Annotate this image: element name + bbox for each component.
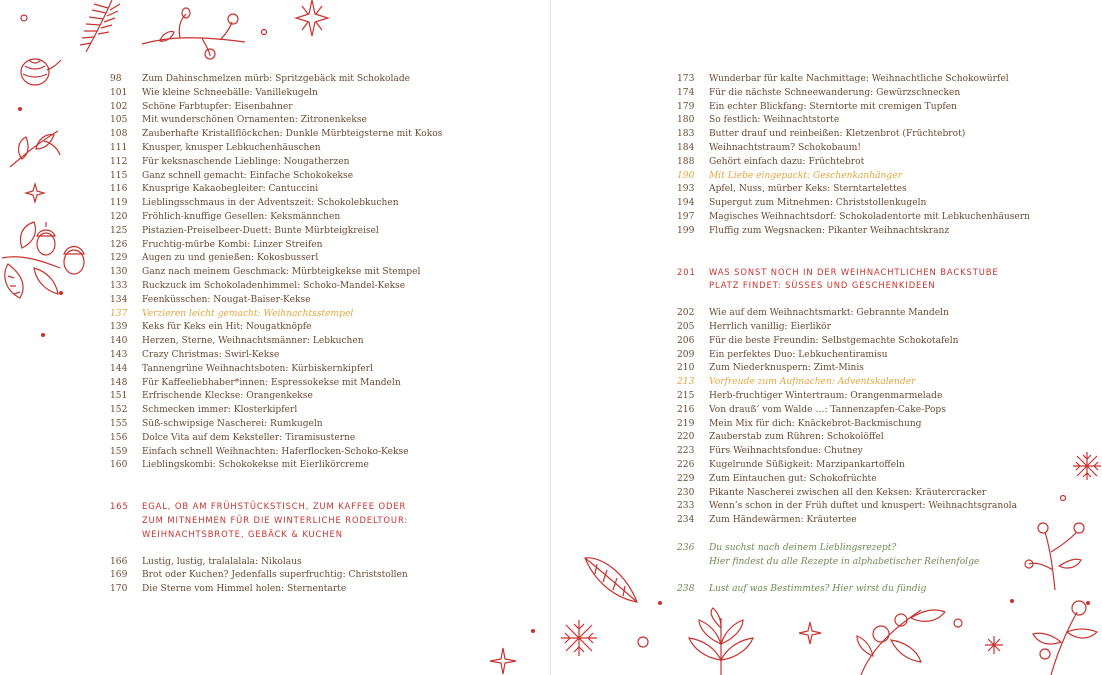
- toc-entry: [110, 363, 530, 377]
- entry-page-number: 151: [110, 391, 128, 402]
- toc-entry: [677, 418, 1097, 432]
- entry-title: Süß-schwipsige Nascherei: Rumkugeln: [142, 418, 323, 429]
- entry-page-number: 137: [110, 308, 128, 319]
- dot-icon: [20, 14, 28, 22]
- entry-page-number: 219: [677, 418, 695, 429]
- entry-title: Für Kaffeeliebhaber*innen: Espressokekse mit Mandeln: [142, 377, 401, 388]
- entry-page-number: 101: [110, 87, 128, 98]
- entry-page-number: 199: [677, 225, 695, 236]
- berry-branch-icon: [1031, 598, 1101, 675]
- entry-page-number: 238: [677, 583, 695, 594]
- toc-entry: [110, 183, 530, 197]
- entry-title: Augen zu und genießen: Kokosbusserl: [142, 253, 319, 264]
- entry-page-number: 220: [677, 432, 695, 443]
- snowflake-icon: [561, 620, 597, 656]
- entry-page-number: 233: [677, 501, 695, 512]
- entry-title: Ein perfektes Duo: Lebkuchentiramisu: [709, 349, 888, 360]
- entry-page-number: 188: [677, 156, 695, 167]
- entry-page-number: 116: [110, 184, 128, 195]
- toc-entry: [677, 349, 1097, 363]
- star-icon: [488, 648, 518, 674]
- entry-title: Keks für Keks ein Hit: Nougatknöpfe: [142, 322, 312, 333]
- toc-entry: [677, 445, 1097, 459]
- entry-title: Mit Liebe eingepackt: Geschenkanhänger: [709, 170, 902, 181]
- toc-entry: [677, 487, 1097, 501]
- entry-page-number: 170: [110, 584, 128, 595]
- toc-section-heading: [110, 500, 530, 541]
- toc-entry: [110, 239, 530, 253]
- toc-entry: [110, 459, 530, 473]
- toc-entry: [110, 404, 530, 418]
- entry-title: Einfach schnell Weihnachten: Haferflocken-Schoko-Kekse: [142, 446, 409, 457]
- toc-entry: [677, 101, 1097, 115]
- toc-entry: [110, 335, 530, 349]
- entry-title: Ganz nach meinem Geschmack: Mürbteigkekse mit Stempel: [142, 267, 421, 278]
- entry-page-number: 115: [110, 170, 128, 181]
- toc-entry: [110, 294, 530, 308]
- entry-title: Von drauß’ vom Walde …: Tannenzapfen-Cake-Pops: [709, 404, 946, 415]
- entry-page-number: 190: [677, 170, 695, 181]
- entry-page-number: 206: [677, 335, 695, 346]
- toc-entry: [677, 197, 1097, 211]
- section-title-line: EGAL, OB AM FRÜHSTÜCKSTISCH, ZUM KAFFEE ODER: [142, 501, 407, 512]
- entry-title: Zum Eintauchen gut: Schokofrüchte: [709, 473, 877, 484]
- toc-entry: [677, 114, 1097, 128]
- dot-icon: [40, 332, 46, 338]
- toc-entry: [677, 473, 1097, 487]
- entry-title: Herb-fruchtiger Wintertraum: Orangenmarmelade: [709, 390, 943, 401]
- section-title-line: PLATZ FINDET: SÜSSES UND GESCHENKIDEEN: [709, 280, 936, 291]
- entry-title: Magisches Weihnachtsdorf: Schokoladentorte mit Lebkuchenhäusern: [709, 211, 1030, 222]
- dot-icon: [1009, 598, 1015, 604]
- toc-entry: [677, 142, 1097, 156]
- entry-title: Fröhlich-knuffige Gesellen: Keksmännchen: [142, 211, 341, 222]
- toc-entry: [677, 514, 1097, 528]
- entry-page-number: 126: [110, 239, 128, 250]
- entry-page-number: 236: [677, 542, 695, 553]
- entry-title: Wie auf dem Weihnachtsmarkt: Gebrannte Mandeln: [709, 308, 949, 319]
- toc-entry: [110, 349, 530, 363]
- entry-title: Schmecken immer: Klosterkipferl: [142, 405, 298, 416]
- entry-title: Lieblingskombi: Schokokekse mit Eierlikörcreme: [142, 460, 369, 471]
- toc-entry: [677, 431, 1097, 445]
- entry-page-number: 230: [677, 487, 695, 498]
- entry-page-number: 140: [110, 336, 128, 347]
- toc-entry: [677, 87, 1097, 101]
- toc-entry: [110, 377, 530, 391]
- toc-entry: [110, 308, 530, 322]
- entry-page-number: 215: [677, 390, 695, 401]
- entry-page-number: 234: [677, 515, 695, 526]
- entry-page-number: 129: [110, 253, 128, 264]
- toc-entry: [110, 280, 530, 294]
- entry-title: Lieblingsschmaus in der Adventszeit: Schokolebkuchen: [142, 198, 399, 209]
- entry-page-number: 179: [677, 101, 695, 112]
- toc-left: [110, 73, 530, 597]
- entry-title: Fluffig zum Wegsnacken: Pikanter Weihnachtskranz: [709, 225, 950, 236]
- entry-page-number: 229: [677, 473, 695, 484]
- entry-title: Brot oder Kuchen? Jedenfalls superfruchtig: Christstollen: [142, 570, 408, 581]
- toc-entry: [110, 556, 530, 570]
- toc-entry: [110, 73, 530, 87]
- entry-page-number: 155: [110, 418, 128, 429]
- toc-entry: [677, 73, 1097, 87]
- entry-page-number: 112: [110, 156, 128, 167]
- toc-entry: [110, 252, 530, 266]
- toc-section-heading: [677, 266, 1097, 294]
- pine-branch-icon: [72, 0, 122, 55]
- entry-page-number: 194: [677, 198, 695, 209]
- toc-entry: [110, 432, 530, 446]
- entry-title: Zauberstab zum Rühren: Schokolöffel: [709, 432, 884, 443]
- entry-title: Apfel, Nuss, mürber Keks: Sterntartelettes: [709, 184, 907, 195]
- entry-page-number: 152: [110, 405, 128, 416]
- toc-entry: [110, 321, 530, 335]
- entry-page-number: 160: [110, 460, 128, 471]
- toc-entry: [677, 362, 1097, 376]
- entry-page-number: 197: [677, 211, 695, 222]
- dot-icon: [530, 628, 536, 634]
- toc-entry: [110, 197, 530, 211]
- entry-page-number: 144: [110, 363, 128, 374]
- entry-title: Du suchst nach deinem Lieblingsrezept?: [709, 542, 897, 553]
- entry-page-number: 169: [110, 570, 128, 581]
- toc-entry: [110, 142, 530, 156]
- entry-title: Tannengrüne Weihnachtsboten: Kürbiskernkipferl: [142, 363, 373, 374]
- toc-entry: [677, 459, 1097, 473]
- toc-entry: [110, 211, 530, 225]
- entry-title: Für die beste Freundin: Selbstgemachte Schokotafeln: [709, 335, 959, 346]
- toc-entry: [677, 404, 1097, 418]
- entry-page-number: 139: [110, 322, 128, 333]
- entry-title: Für keksnaschende Lieblinge: Nougatherzen: [142, 156, 350, 167]
- leaf-sprig-icon: [681, 608, 761, 675]
- section-title-line: ZUM MITNEHMEN FÜR DIE WINTERLICHE RODELTOUR:: [142, 514, 409, 525]
- dot-icon: [953, 618, 963, 628]
- entry-page-number: 202: [677, 308, 695, 319]
- toc-entry: [110, 390, 530, 404]
- toc-entry: [677, 128, 1097, 142]
- entry-title: Wie kleine Schneebälle: Vanillekugeln: [142, 87, 318, 98]
- entry-page-number: 184: [677, 142, 695, 153]
- entry-title: Zum Dahinschmelzen mürb: Spritzgebäck mit Schokolade: [142, 74, 411, 84]
- toc-entry: [110, 170, 530, 184]
- toc-entry: [110, 418, 530, 432]
- toc-entry: [110, 101, 530, 115]
- entry-title: Zum Händewärmen: Kräutertee: [709, 515, 857, 526]
- toc-list-right-b: [677, 307, 1097, 528]
- entry-page-number: 125: [110, 225, 128, 236]
- toc-entry-index: [677, 542, 1097, 556]
- dot-icon: [58, 290, 64, 296]
- entry-page-number: 119: [110, 198, 128, 209]
- entry-title: Herzen, Sterne, Weihnachtsmänner: Lebkuchen: [142, 336, 364, 347]
- entry-page-number: 134: [110, 294, 128, 305]
- entry-title: Fruchtig-mürbe Kombi: Linzer Streifen: [142, 239, 323, 250]
- toc-list-left-b: [110, 556, 530, 597]
- toc-entry: [677, 211, 1097, 225]
- acorn-oak-icon: [0, 218, 92, 313]
- toc-right: [677, 73, 1097, 596]
- entry-title: Pistazien-Preiselbeer-Duett: Bunte Mürbteigkreisel: [142, 225, 379, 236]
- section-title-line: WEIHNACHTSBROTE, GEBÄCK & KUCHEN: [142, 528, 343, 539]
- entry-page-number: 102: [110, 101, 128, 112]
- entry-title: Ganz schnell gemacht: Einfache Schokokekse: [142, 170, 354, 181]
- entry-page-number: 159: [110, 446, 128, 457]
- entry-title: Vorfreude zum Aufmachen: Adventskalender: [709, 377, 916, 388]
- toc-entry: [677, 500, 1097, 514]
- toc-entry: [110, 87, 530, 101]
- star-icon: [799, 622, 821, 644]
- entry-page-number: 166: [110, 556, 128, 567]
- entry-title: Feenküsschen: Nougat-Baiser-Kekse: [142, 294, 311, 305]
- toc-entry: [677, 307, 1097, 321]
- entry-title: Verzieren leicht gemacht: Weihnachtsstempel: [142, 308, 354, 319]
- entry-page-number: 210: [677, 363, 695, 374]
- entry-title: Pikante Nascherei zwischen all den Keksen: Kräutercracker: [709, 487, 987, 498]
- dot-icon: [657, 600, 663, 606]
- entry-title: Herrlich vanillig: Eierlikör: [709, 321, 831, 332]
- dot-icon: [1085, 600, 1091, 606]
- entry-page-number: 111: [110, 142, 128, 153]
- entry-page-number: 173: [677, 74, 695, 84]
- entry-title: Butter drauf und reinbeißen: Kletzenbrot (Früchtebrot): [709, 129, 966, 140]
- entry-page-number: 183: [677, 129, 695, 140]
- entry-page-number: 130: [110, 267, 128, 278]
- toc-entry: [110, 266, 530, 280]
- toc-list-left-a: [110, 73, 530, 473]
- entry-page-number: 120: [110, 211, 128, 222]
- toc-entry: [110, 114, 530, 128]
- section-title-line: WAS SONST NOCH IN DER WEIHNACHTLICHEN BACKSTUBE: [709, 266, 999, 277]
- toc-list-right-a: [677, 73, 1097, 239]
- rosehip-branch-icon: [140, 6, 250, 61]
- section-page-number: 201: [677, 266, 696, 277]
- entry-title: Die Sterne vom Himmel holen: Sternentarte: [142, 584, 347, 595]
- entry-title: Für die nächste Schneewanderung: Gewürzschnecken: [709, 87, 961, 98]
- entry-page-number: 209: [677, 349, 695, 360]
- entry-title: Wenn’s schon in der Früh duftet und knuspert: Weihnachtsgranola: [709, 501, 1017, 512]
- entry-title: Weihnachtstraum? Schokobaum!: [709, 142, 861, 153]
- toc-entry: [110, 569, 530, 583]
- toc-entry: [677, 156, 1097, 170]
- star-icon: [288, 0, 336, 38]
- entry-page-number: 213: [677, 377, 695, 388]
- entry-title: Wunderbar für kalte Nachmittage: Weihnachtliche Schokowürfel: [709, 74, 1009, 84]
- toc-entry: [677, 170, 1097, 184]
- toc-entry: [677, 183, 1097, 197]
- toc-entry: [110, 446, 530, 460]
- entry-title: Crazy Christmas: Swirl-Kekse: [142, 349, 280, 360]
- entry-page-number: 105: [110, 115, 128, 126]
- entry-page-number: 180: [677, 115, 695, 126]
- entry-page-number: 174: [677, 87, 695, 98]
- entry-title: Knusprige Kakaobegleiter: Cantuccini: [142, 184, 319, 195]
- toc-entry-index-continuation: [677, 556, 1097, 570]
- toc-entry: [110, 583, 530, 597]
- toc-entry-index: [677, 583, 1097, 597]
- section-page-number: 165: [110, 501, 129, 512]
- berry-branch-icon: [851, 600, 951, 675]
- entry-title: Mit wunderschönen Ornamenten: Zitronenkekse: [142, 115, 367, 126]
- entry-page-number: 216: [677, 404, 695, 415]
- entry-page-number: 148: [110, 377, 128, 388]
- toc-entry: [677, 376, 1097, 390]
- entry-title: Knusper, knusper Lebkuchenhäuschen: [142, 142, 321, 153]
- entry-title: Supergut zum Mitnehmen: Christstollenkugeln: [709, 198, 927, 209]
- entry-page-number: 223: [677, 446, 695, 457]
- entry-title: Fürs Weihnachtsfondue: Chutney: [709, 446, 863, 457]
- toc-entry: [110, 156, 530, 170]
- entry-title: Lust auf was Bestimmtes? Hier wirst du fündig: [709, 583, 927, 594]
- entry-title: Lustig, lustig, tralalalala: Nikolaus: [142, 556, 302, 567]
- entry-title: Erfrischende Kleckse: Orangenkekse: [142, 391, 313, 402]
- dot-icon: [637, 636, 649, 648]
- entry-page-number: 193: [677, 184, 695, 195]
- entry-title: So festlich: Weihnachtstorte: [709, 115, 840, 126]
- entry-title: Zauberhafte Kristallflöckchen: Dunkle Mürbteigsterne mit Kokos: [142, 129, 443, 140]
- toc-entry: [677, 390, 1097, 404]
- entry-page-number: 226: [677, 459, 695, 470]
- toc-entry: [110, 128, 530, 142]
- dot-icon: [17, 106, 23, 112]
- entry-title: Kugelrunde Süßigkeit: Marzipankartoffeln: [709, 459, 905, 470]
- entry-page-number: 133: [110, 280, 128, 291]
- entry-page-number: 108: [110, 129, 128, 140]
- entry-page-number: 143: [110, 349, 128, 360]
- entry-page-number: 205: [677, 321, 695, 332]
- hop-cone-icon: [15, 52, 63, 92]
- entry-title: Hier findest du alle Rezepte in alphabetischer Reihenfolge: [709, 556, 980, 567]
- star-icon: [26, 184, 44, 202]
- toc-entry: [110, 225, 530, 239]
- leaf-sprig-icon: [8, 125, 63, 170]
- right-page: [551, 0, 1102, 675]
- snowflake-icon: [985, 636, 1003, 654]
- entry-title: Dolce Vita auf dem Keksteller: Tiramisusterne: [142, 432, 356, 443]
- entry-title: Ruckzuck im Schokoladenhimmel: Schoko-Mandel-Kekse: [142, 280, 406, 291]
- entry-page-number: 98: [110, 74, 122, 84]
- toc-entry: [677, 321, 1097, 335]
- entry-title: Zum Niederknuspern: Zimt-Minis: [709, 363, 864, 374]
- entry-title: Ein echter Blickfang: Sterntorte mit cremigen Tupfen: [709, 101, 958, 112]
- toc-entry: [677, 335, 1097, 349]
- dot-icon: [260, 28, 268, 36]
- entry-title: Mein Mix für dich: Knäckebrot-Backmischung: [709, 418, 922, 429]
- toc-entry: [677, 225, 1097, 239]
- entry-title: Schöne Farbtupfer: Eisenbahner: [142, 101, 293, 112]
- entry-title: Gehört einfach dazu: Früchtebrot: [709, 156, 865, 167]
- entry-page-number: 156: [110, 432, 128, 443]
- feather-leaf-icon: [581, 552, 641, 608]
